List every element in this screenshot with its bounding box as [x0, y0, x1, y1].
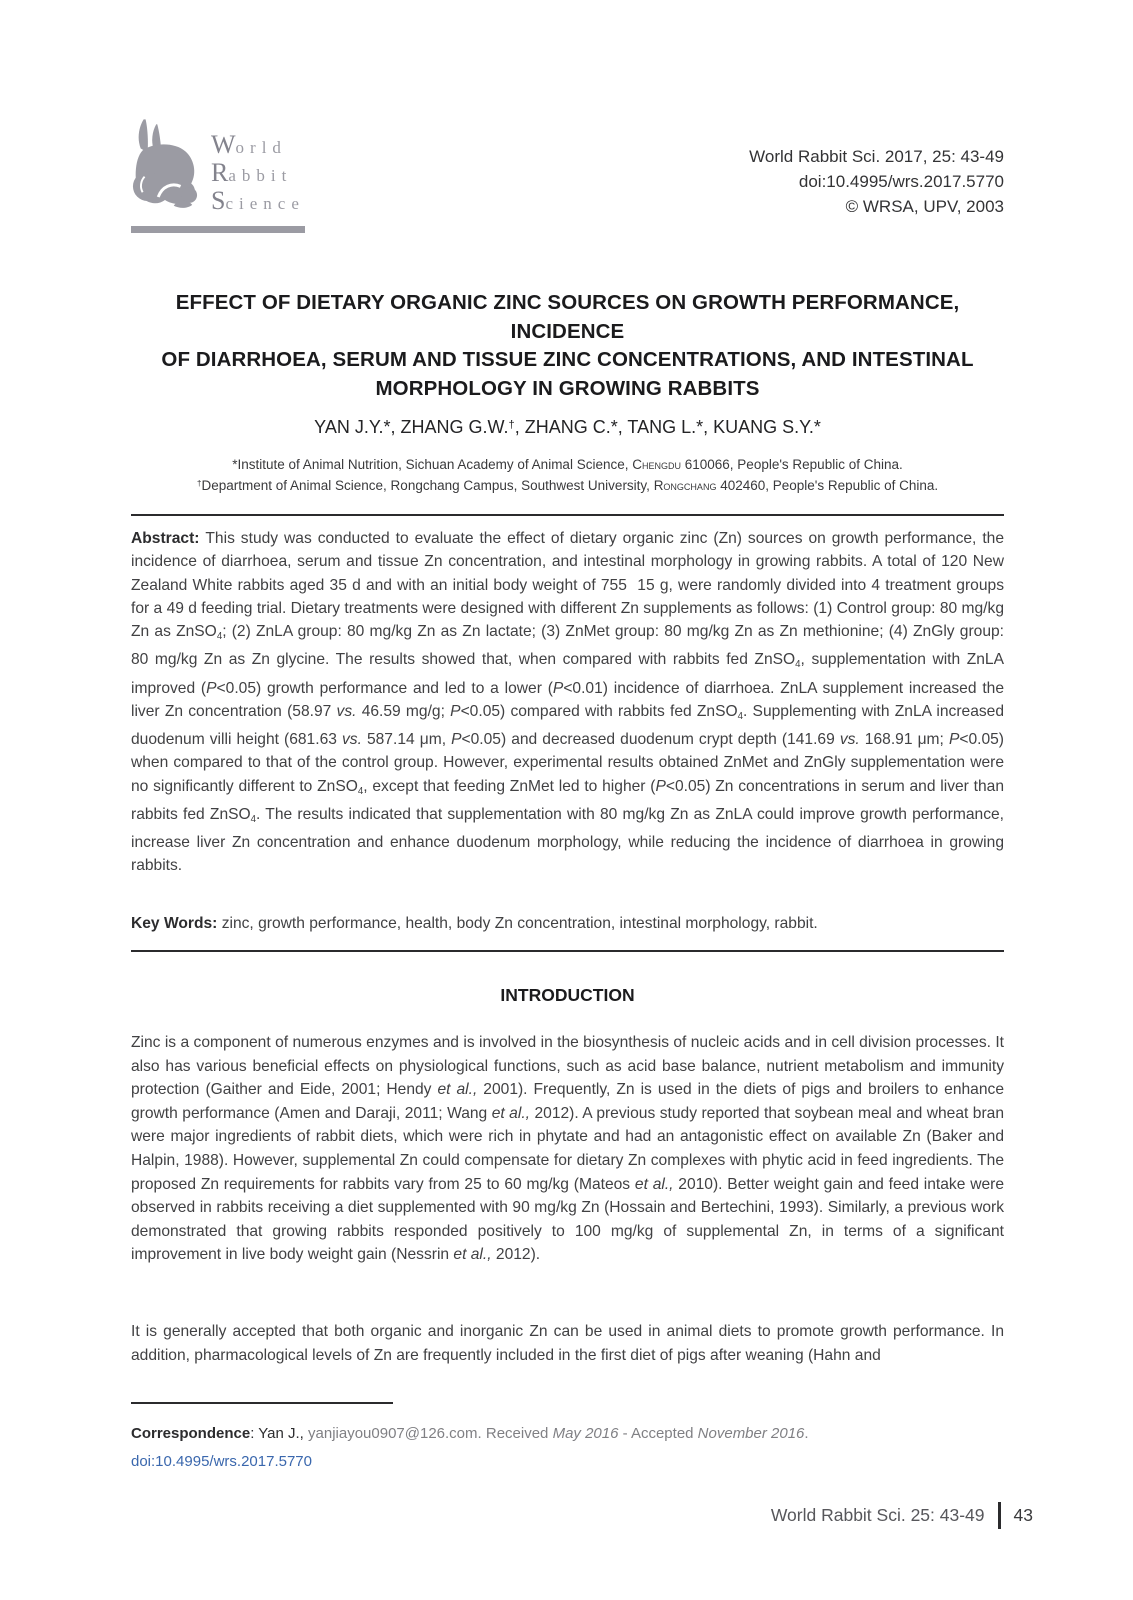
logo-underline-bar — [131, 226, 305, 233]
affiliation-line: †Department of Animal Science, Rongchang Campus, Southwest University, Rongchang 402460, People's Republic of China. — [196, 477, 939, 493]
page-footer — [771, 1502, 1033, 1529]
divider-abstract-top — [131, 514, 1004, 516]
affiliations — [131, 455, 1004, 495]
article-title-line: MORPHOLOGY IN GROWING RABBITS — [375, 376, 760, 400]
article-title-line: OF DIARRHOEA, SERUM AND TISSUE ZINC CONCENTRATIONS, AND INTESTINAL — [161, 348, 974, 371]
footer-divider — [998, 1502, 1001, 1529]
logo-word-initial: S — [211, 186, 226, 215]
keywords-line: Key Words: zinc, growth performance, health, body Zn concentration, intestinal morphology, rabbit. — [131, 915, 818, 932]
divider-correspondence — [131, 1402, 393, 1404]
footer-journal-ref: World Rabbit Sci. 25: 43-49 — [770, 1505, 985, 1525]
citation-journal-ref: World Rabbit Sci. 2017, 25: 43-49 — [749, 147, 1004, 166]
affiliation-line: *Institute of Animal Nutrition, Sichuan Academy of Animal Science, Chengdu 610066, People's Republic of China. — [232, 457, 903, 472]
article-title-line: EFFECT OF DIETARY ORGANIC ZINC SOURCES ON GROWTH PERFORMANCE, INCIDENCE — [175, 291, 960, 343]
logo-word-rest: abbit — [228, 166, 293, 185]
logo-word-rest: orld — [235, 138, 287, 157]
introduction-paragraph-2: It is generally accepted that both organic and inorganic Zn can be used in animal diets to promote growth performance. In addition, pharmacological levels of Zn are frequently included in the first diet of pigs after weaning (Hahn and — [131, 1323, 1004, 1364]
section-heading-introduction: INTRODUCTION — [500, 985, 635, 1005]
citation-doi: doi:10.4995/wrs.2017.5770 — [798, 172, 1004, 191]
correspondence-line: Correspondence: Yan J., yanjiayou0907@126.com. Received May 2016 - Accepted November 2016. — [131, 1425, 809, 1442]
page-header — [131, 118, 1004, 233]
abstract-paragraph: Abstract: This study was conducted to evaluate the effect of dietary organic zinc (Zn) sources on growth performance, the incidence of diarrhoea, serum and tissue Zn concentration, and intestinal morphology in growing rabbits. A total of 120 New Zealand White rabbits aged 35 d and with an initial body weight of 755 15 g, were randomly divided into 4 treatment groups for a 49 d feeding trial. Dietary treatments were designed with different Zn supplements as follows: (1) Control group: 80 mg/kg Zn as ZnSO4; (2) ZnLA group: 80 mg/kg Zn as Zn lactate; (3) ZnMet group: 80 mg/kg Zn as Zn methionine; (4) ZnGly group: 80 mg/kg Zn as Zn glycine. The results showed that, when compared with rabbits fed ZnSO4, supplementation with ZnLA improved (P<0.05) growth performance and led to a lower (P<0.01) incidence of diarrhoea. ZnLA supplement increased the liver Zn concentration (58.97 vs. 46.59 mg/g; P<0.05) compared with rabbits fed ZnSO4. Supplementing with ZnLA increased duodenum villi height (681.63 vs. 587.14 μm, P<0.05) and decreased duodenum crypt depth (141.69 vs. 168.91 μm; P<0.05) when compared to that of the control group. However, experimental results obtained ZnMet and ZnGly supplementation were no significantly different to ZnSO4, except that feeding ZnMet led to higher (P<0.05) Zn concentrations in serum and liver than rabbits fed ZnSO4. The results indicated that supplementation with 80 mg/kg Zn as ZnLA could improve growth performance, increase liver Zn concentration and enhance duodenum morphology, while reducing the incidence of diarrhoea in growing rabbits. — [131, 530, 1005, 875]
author-list: YAN J.Y.*, ZHANG G.W.†, ZHANG C.*, TANG L.*, KUANG S.Y.* — [314, 417, 821, 437]
logo-word-rest: cience — [225, 194, 305, 213]
logo-word-initial: R — [211, 158, 229, 187]
logo-word-initial: W — [211, 130, 236, 159]
citation-copyright: © WRSA, UPV, 2003 — [845, 197, 1004, 216]
title-block — [131, 289, 1004, 495]
journal-logo-wordmark — [211, 130, 305, 214]
journal-logo — [131, 118, 371, 233]
divider-keywords-bottom — [131, 950, 1004, 952]
introduction-paragraph-1: Zinc is a component of numerous enzymes and is involved in the biosynthesis of nucleic acids and in cell division processes. It also has various beneficial effects on physiological functions, such as acid base balance, nutrient metabolism and immunity protection (Gaither and Eide, 2001; Hendy et al., 2001). Frequently, Zn is used in the diets of pigs and broilers to enhance growth performance (Amen and Daraji, 2011; Wang et al., 2012). A previous study reported that soybean meal and wheat bran were major ingredients of rabbit diets, which were rich in phytate and had an antagonistic effect on available Zn (Baker and Halpin, 1988). However, supplemental Zn could compensate for dietary Zn complexes with phytic acid in feed ingredients. The proposed Zn requirements for rabbits vary from 25 to 60 mg/kg (Mateos et al., 2010). Better weight gain and feed intake were observed in rabbits receiving a diet supplemented with 90 mg/kg Zn (Hossain and Bertechini, 1993). Similarly, a previous work demonstrated that growing rabbits responded positively to 100 mg/kg of supplemental Zn, in terms of a significant improvement in live body weight gain (Nessrin et al., 2012). — [131, 1034, 1005, 1264]
doi-link[interactable]: doi:10.4995/wrs.2017.5770 — [131, 1453, 312, 1470]
citation-block — [749, 118, 1004, 219]
rabbit-icon — [131, 118, 199, 212]
footer-page-number: 43 — [1013, 1505, 1033, 1525]
